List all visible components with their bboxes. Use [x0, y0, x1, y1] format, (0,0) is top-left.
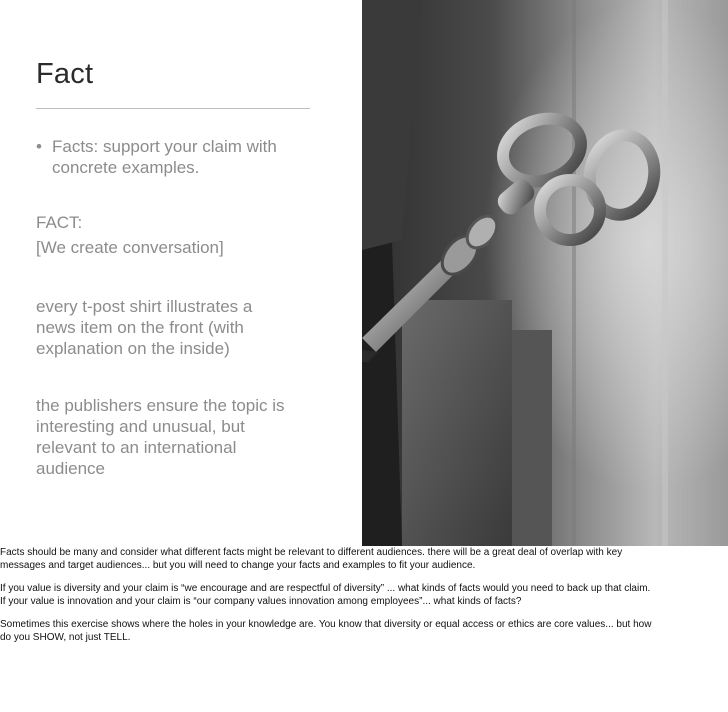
bullet-line: Facts: support your claim with: [52, 137, 277, 156]
text-line: audience: [36, 459, 106, 478]
notes-line: Facts should be many and consider what different facts might be relevant to different audiences. there will be a great deal of overlap with key: [0, 547, 623, 558]
text-line: news item on the front (with: [36, 318, 244, 337]
notes-line: If you value is diversity and your claim is “we encourage and are respectful of diversity” ... what kinds of facts would you need to back up that claim.: [0, 583, 651, 594]
notes-paragraph: [0, 546, 728, 572]
fact-heading: FACT:: [36, 213, 83, 232]
fact-claim: [We create conversation]: [36, 238, 224, 257]
text-line: every t-post shirt illustrates a: [36, 297, 253, 316]
notes-paragraph: [0, 618, 728, 644]
notes-paragraph: [0, 582, 728, 608]
speaker-notes: [0, 546, 728, 654]
notes-line: Sometimes this exercise shows where the holes in your knowledge are. You know that diversity or equal access or ethics are core values... but how: [0, 619, 652, 630]
notes-line: messages and target audiences... but you will need to change your facts and examples to fit your audience.: [0, 560, 476, 571]
slide-title: Fact: [36, 58, 94, 90]
bullet-item: [36, 136, 322, 178]
skeleton-key-photo: [362, 0, 728, 546]
text-line: interesting and unusual, but: [36, 417, 245, 436]
notes-line: If your value is innovation and your claim is “our company values innovation among employees”... what kinds of facts?: [0, 596, 522, 607]
notes-line: do you SHOW, not just TELL.: [0, 632, 131, 643]
fact-example-1: [36, 296, 326, 359]
text-line: the publishers ensure the topic is: [36, 396, 285, 415]
bullet-line: concrete examples.: [52, 158, 200, 177]
text-line: relevant to an international: [36, 438, 237, 457]
title-divider: [36, 108, 310, 109]
fact-example-2: [36, 395, 326, 479]
text-line: explanation on the inside): [36, 339, 230, 358]
bullet-marker: •: [36, 137, 42, 156]
